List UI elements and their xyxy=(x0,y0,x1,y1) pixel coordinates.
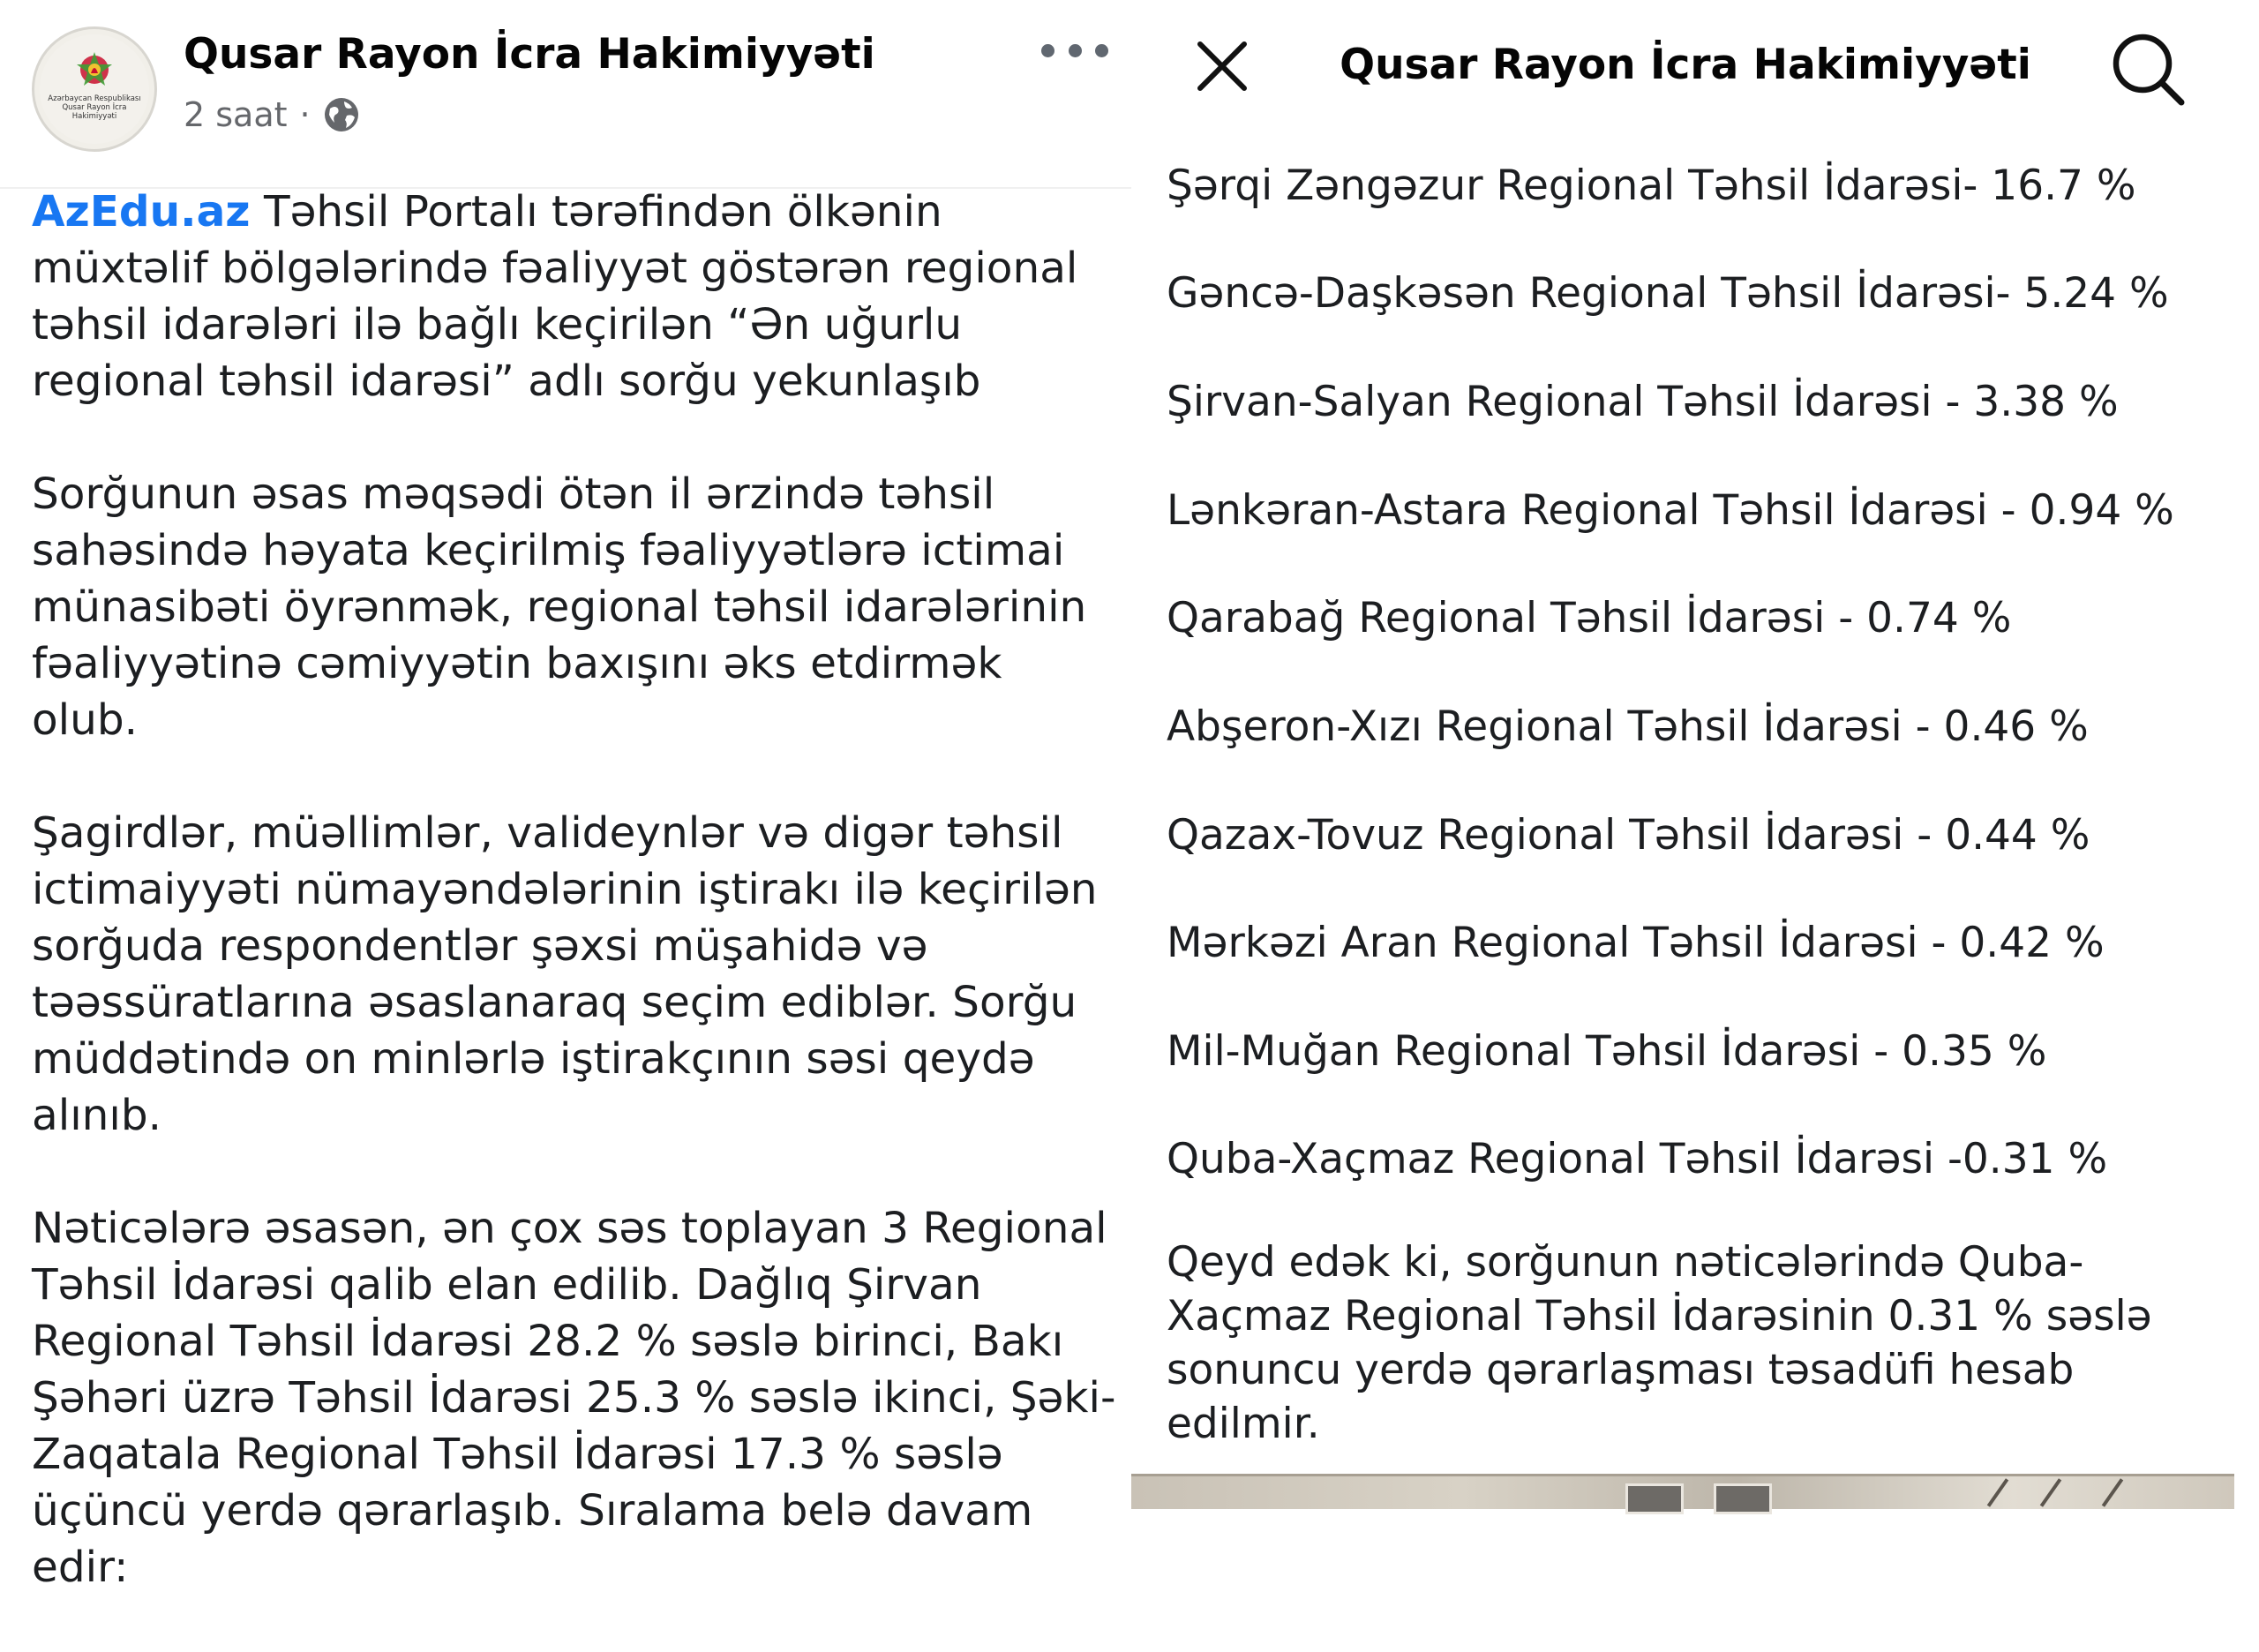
photo-branch xyxy=(2040,1478,2061,1507)
ranking-item: Şərqi Zəngəzur Regional Təhsil İdarəsi- 16.7 % xyxy=(1167,161,2136,210)
post-meta xyxy=(184,95,360,134)
photo-branch xyxy=(1987,1478,2008,1507)
post-paragraph-4: Nəticələrə əsasən, ən çox səs toplayan 3 Regional Təhsil İdarəsi qalib elan edilib. Dağlıq Şirvan Regional Təhsil İdarəsi 28.2 % səslə birinci, Bakı Şəhəri üzrə Təhsil İdarəsi 25.3 % səslə ikinci, Şəki-Zaqatala Regional Təhsil İdarəsi 17.3 % səslə üçüncü yerdə qərarlaşıb. Sıralama belə davam edir: xyxy=(32,1204,1116,1592)
post-paragraph-3: Şagirdlər, müəllimlər, valideynlər və digər təhsil ictimaiyyəti nümayəndələrinin iştirakı ilə keçirilən sorğuda respondentlər şəxsi müşahidə və təəssüratlarına əsaslanaraq seçim ediblər. Sorğu müddətində on minlərlə iştirakçının səsi qeydə alınıb. xyxy=(32,808,1098,1140)
avatar[interactable] xyxy=(32,26,157,152)
note-paragraph: Qeyd edək ki, sorğunun nəticələrində Quba-Xaçmaz Regional Təhsil İdarəsinin 0.31 % səslə sonuncu yerdə qərarlaşması təsadüfi hesab edilmir. xyxy=(1167,1238,2152,1448)
azedu-link[interactable]: AzEdu.az xyxy=(32,187,251,237)
ranking-item: Qarabağ Regional Təhsil İdarəsi - 0.74 % xyxy=(1167,594,2012,642)
ranking-item: Gəncə-Daşkəsən Regional Təhsil İdarəsi- 5.24 % xyxy=(1167,269,2169,318)
globe-icon[interactable] xyxy=(323,96,360,133)
post-time[interactable]: 2 saat xyxy=(184,95,288,134)
ranking-item: Quba-Xaçmaz Regional Təhsil İdarəsi -0.31 % xyxy=(1167,1135,2108,1183)
photo-window xyxy=(1625,1483,1684,1514)
ranking-item: Qazax-Tovuz Regional Təhsil İdarəsi - 0.44 % xyxy=(1167,811,2090,860)
ranking-item: Mərkəzi Aran Regional Təhsil İdarəsi - 0.42 % xyxy=(1167,919,2105,967)
post-paragraph-1 xyxy=(32,184,1117,409)
ranking-item: Şirvan-Salyan Regional Təhsil İdarəsi - 3.38 % xyxy=(1167,378,2119,426)
photo-branch xyxy=(2102,1478,2123,1507)
ranking-item: Abşeron-Xızı Regional Təhsil İdarəsi - 0.46 % xyxy=(1167,702,2089,751)
photo-window xyxy=(1714,1483,1772,1514)
post-paragraph-1-text: Təhsil Portalı tərəfindən ölkənin müxtəlif bölgələrində fəaliyyət göstərən regional təhsil idarələri ilə bağlı keçirilən “Ən uğurlu regional təhsil idarəsi” adlı sorğu yekunlaşıb xyxy=(32,187,1078,406)
post-author[interactable]: Qusar Rayon İcra Hakimiyyəti xyxy=(184,30,875,79)
post-panel xyxy=(0,0,1131,1592)
post-paragraph-2: Sorğunun əsas məqsədi ötən il ərzində təhsil sahəsində həyata keçirilmiş fəaliyyətlərə ictimai münasibəti öyrənmək, regional təhsil idarələrinin fəaliyyətinə cəmiyyətin baxışını əks etdirmək olub. xyxy=(32,469,1087,745)
avatar-seal-text: Azərbaycan Respublikası Qusar Rayon İcra Hakimiyyəti xyxy=(48,94,141,121)
close-icon[interactable] xyxy=(1193,37,1251,95)
search-icon[interactable] xyxy=(2109,30,2187,108)
post-photo[interactable] xyxy=(1131,1474,2234,1509)
post-body xyxy=(32,184,1117,1652)
viewer-title: Qusar Rayon İcra Hakimiyyəti xyxy=(1340,41,2031,89)
meta-separator: · xyxy=(299,95,311,134)
ranking-item: Mil-Muğan Regional Təhsil İdarəsi - 0.35 % xyxy=(1167,1027,2047,1076)
more-options-icon[interactable] xyxy=(1041,35,1108,65)
ranking-item: Lənkəran-Astara Regional Təhsil İdarəsi - 0.94 % xyxy=(1167,486,2174,535)
